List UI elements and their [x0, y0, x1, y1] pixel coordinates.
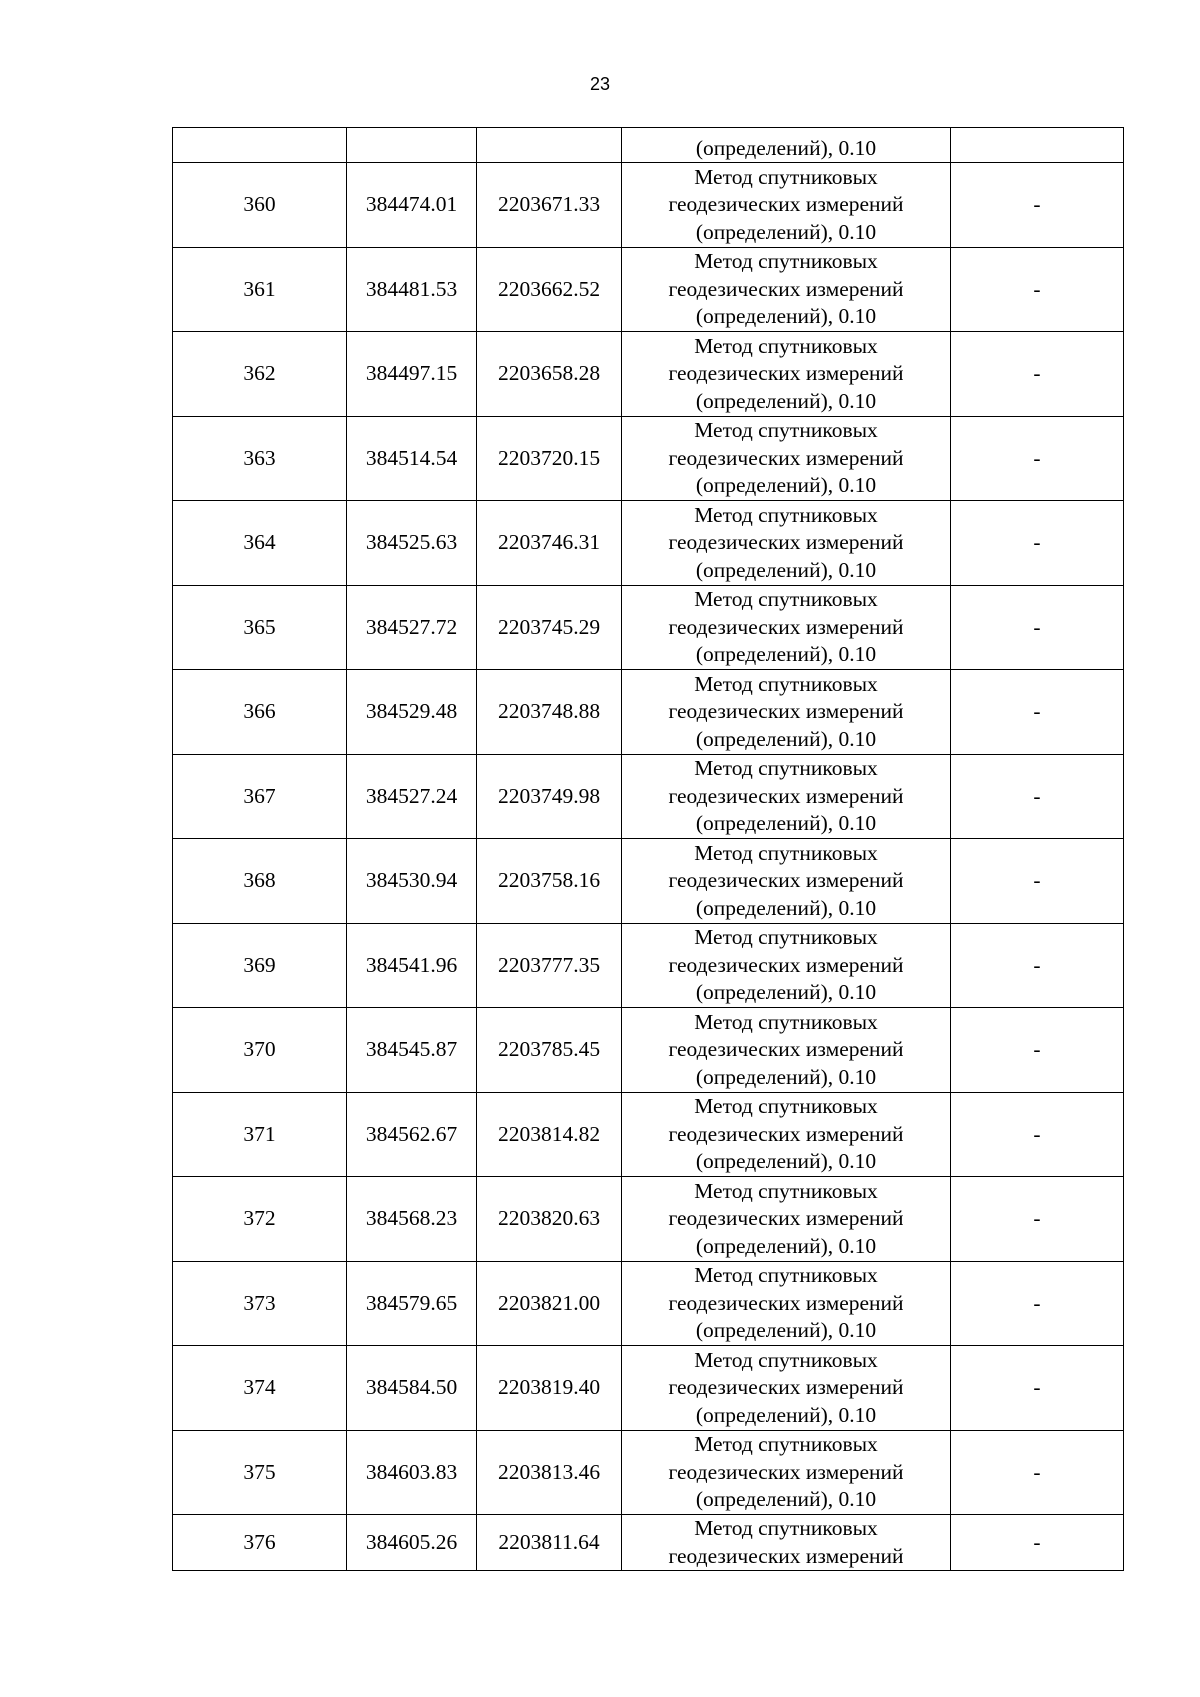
y-coordinate-cell: 2203811.64 — [477, 1515, 622, 1571]
y-coordinate-cell: 2203821.00 — [477, 1261, 622, 1346]
method-line: Метод спутниковых — [694, 925, 878, 949]
x-coordinate-cell: 384525.63 — [347, 501, 477, 586]
point-number-cell: 362 — [173, 332, 347, 417]
method-cell — [622, 585, 951, 670]
y-coordinate-cell: 2203662.52 — [477, 247, 622, 332]
point-number-cell: 363 — [173, 416, 347, 501]
method-line: Метод спутниковых — [694, 1347, 878, 1372]
note-cell: - — [951, 670, 1124, 755]
method-line: геодезических измерений — [668, 952, 904, 977]
x-coordinate-cell: 384541.96 — [347, 923, 477, 1008]
page-number: 23 — [589, 74, 611, 94]
x-coordinate-cell: 384605.26 — [347, 1515, 477, 1571]
coordinates-table-body — [173, 128, 1124, 1571]
note-cell: - — [951, 1092, 1124, 1177]
method-line: геодезических измерений — [668, 1037, 904, 1061]
method-line: Метод спутниковых — [694, 1263, 878, 1287]
method-line: (определений), 0.10 — [695, 1149, 877, 1173]
method-line: геодезических измерений — [668, 1459, 904, 1484]
method-line: геодезических измерений — [668, 1121, 904, 1146]
y-coordinate-cell: 2203813.46 — [477, 1430, 622, 1515]
method-line: Метод спутниковых — [694, 587, 878, 611]
x-coordinate-cell: 384514.54 — [347, 416, 477, 501]
y-coordinate-cell — [477, 128, 622, 163]
note-cell: - — [951, 754, 1124, 839]
method-cell — [622, 839, 951, 924]
x-coordinate-cell: 384562.67 — [347, 1092, 477, 1177]
note-cell: - — [951, 1008, 1124, 1093]
note-cell: - — [951, 501, 1124, 586]
method-cell — [622, 1346, 951, 1431]
method-line: (определений), 0.10 — [695, 135, 877, 160]
table-row — [173, 1515, 1124, 1571]
method-line: (определений), 0.10 — [695, 1233, 877, 1258]
note-cell: - — [951, 416, 1124, 501]
y-coordinate-cell: 2203819.40 — [477, 1346, 622, 1431]
method-line: геодезических измерений — [668, 276, 904, 301]
point-number-cell: 364 — [173, 501, 347, 586]
note-cell: - — [951, 332, 1124, 417]
method-line: (определений), 0.10 — [695, 473, 877, 497]
method-line: (определений), 0.10 — [695, 557, 877, 582]
method-line: Метод спутниковых — [694, 249, 878, 273]
point-number-cell: 366 — [173, 670, 347, 755]
y-coordinate-cell: 2203814.82 — [477, 1092, 622, 1177]
y-coordinate-cell: 2203671.33 — [477, 163, 622, 248]
method-line: Метод спутниковых — [694, 333, 878, 358]
point-number-cell: 376 — [173, 1515, 347, 1571]
note-cell: - — [951, 923, 1124, 1008]
method-line: Метод спутниковых — [694, 164, 878, 189]
note-cell: - — [951, 585, 1124, 670]
point-number-cell: 361 — [173, 247, 347, 332]
note-cell — [951, 128, 1124, 163]
y-coordinate-cell: 2203820.63 — [477, 1177, 622, 1262]
method-cell — [622, 670, 951, 755]
point-number-cell: 368 — [173, 839, 347, 924]
table-row — [173, 754, 1124, 839]
method-line: (определений), 0.10 — [695, 304, 877, 328]
method-line: Метод спутниковых — [694, 756, 878, 780]
method-cell — [622, 1177, 951, 1262]
method-line: геодезических измерений — [668, 783, 904, 808]
method-line: (определений), 0.10 — [695, 642, 877, 666]
method-line: (определений), 0.10 — [695, 726, 877, 751]
table-row — [173, 923, 1124, 1008]
table-row — [173, 670, 1124, 755]
method-cell — [622, 1515, 951, 1571]
table-row — [173, 1430, 1124, 1515]
method-line: (определений), 0.10 — [695, 1064, 877, 1089]
table-row — [173, 1177, 1124, 1262]
method-line: (определений), 0.10 — [695, 388, 877, 413]
note-cell: - — [951, 1261, 1124, 1346]
method-line: (определений), 0.10 — [695, 219, 877, 244]
table-row — [173, 1092, 1124, 1177]
table-row — [173, 163, 1124, 248]
y-coordinate-cell: 2203785.45 — [477, 1008, 622, 1093]
method-line: Метод спутниковых — [694, 418, 878, 442]
table-row-continuation — [173, 128, 1124, 163]
x-coordinate-cell: 384603.83 — [347, 1430, 477, 1515]
method-line: Метод спутниковых — [694, 840, 878, 865]
method-line: (определений), 0.10 — [695, 980, 877, 1004]
note-cell: - — [951, 1515, 1124, 1571]
method-cell — [622, 1261, 951, 1346]
point-number-cell: 367 — [173, 754, 347, 839]
x-coordinate-cell: 384474.01 — [347, 163, 477, 248]
table-row — [173, 1261, 1124, 1346]
note-cell: - — [951, 1177, 1124, 1262]
point-number-cell: 360 — [173, 163, 347, 248]
point-number-cell: 369 — [173, 923, 347, 1008]
method-line: (определений), 0.10 — [695, 1318, 877, 1342]
method-line: геодезических измерений — [668, 1543, 904, 1568]
point-number-cell: 365 — [173, 585, 347, 670]
note-cell: - — [951, 1430, 1124, 1515]
y-coordinate-cell: 2203777.35 — [477, 923, 622, 1008]
note-cell: - — [951, 247, 1124, 332]
method-line: геодезических измерений — [668, 361, 904, 385]
point-number-cell: 371 — [173, 1092, 347, 1177]
note-cell: - — [951, 1346, 1124, 1431]
method-cell — [622, 247, 951, 332]
method-cell — [622, 1008, 951, 1093]
method-line: геодезических измерений — [668, 530, 904, 554]
x-coordinate-cell: 384527.72 — [347, 585, 477, 670]
table-row — [173, 332, 1124, 417]
method-line: Метод спутниковых — [694, 1009, 878, 1034]
method-cell — [622, 754, 951, 839]
y-coordinate-cell: 2203758.16 — [477, 839, 622, 924]
x-coordinate-cell: 384545.87 — [347, 1008, 477, 1093]
note-cell: - — [951, 839, 1124, 924]
method-cell — [622, 1430, 951, 1515]
table-row — [173, 839, 1124, 924]
y-coordinate-cell: 2203658.28 — [477, 332, 622, 417]
point-number-cell: 374 — [173, 1346, 347, 1431]
x-coordinate-cell: 384527.24 — [347, 754, 477, 839]
method-line: (определений), 0.10 — [695, 895, 877, 920]
method-line: геодезических измерений — [668, 1290, 904, 1315]
point-number-cell: 372 — [173, 1177, 347, 1262]
method-line: геодезических измерений — [668, 1206, 904, 1230]
method-cell — [622, 332, 951, 417]
table-row — [173, 585, 1124, 670]
method-line: (определений), 0.10 — [695, 811, 877, 835]
y-coordinate-cell: 2203720.15 — [477, 416, 622, 501]
table-row — [173, 1346, 1124, 1431]
method-cell — [622, 163, 951, 248]
method-line: геодезических измерений — [668, 699, 904, 723]
method-line: геодезических измерений — [668, 614, 904, 639]
method-line: геодезических измерений — [668, 445, 904, 470]
method-line: Метод спутниковых — [694, 1516, 878, 1540]
method-cell — [622, 128, 951, 163]
method-line: (определений), 0.10 — [695, 1402, 877, 1427]
method-cell — [622, 501, 951, 586]
method-cell — [622, 1092, 951, 1177]
method-line: Метод спутниковых — [694, 1094, 878, 1118]
method-line: геодезических измерений — [668, 868, 904, 892]
x-coordinate-cell: 384579.65 — [347, 1261, 477, 1346]
method-line: геодезических измерений — [668, 1375, 904, 1399]
y-coordinate-cell: 2203748.88 — [477, 670, 622, 755]
method-cell — [622, 416, 951, 501]
x-coordinate-cell: 384530.94 — [347, 839, 477, 924]
method-line: Метод спутниковых — [694, 671, 878, 696]
method-line: Метод спутниковых — [694, 1432, 878, 1456]
coordinates-table — [172, 127, 1124, 1571]
point-number-cell — [173, 128, 347, 163]
method-cell — [622, 923, 951, 1008]
y-coordinate-cell: 2203745.29 — [477, 585, 622, 670]
y-coordinate-cell: 2203746.31 — [477, 501, 622, 586]
x-coordinate-cell: 384497.15 — [347, 332, 477, 417]
x-coordinate-cell: 384584.50 — [347, 1346, 477, 1431]
table-row — [173, 247, 1124, 332]
method-line: геодезических измерений — [668, 192, 904, 216]
table-row — [173, 501, 1124, 586]
point-number-cell: 373 — [173, 1261, 347, 1346]
point-number-cell: 370 — [173, 1008, 347, 1093]
point-number-cell: 375 — [173, 1430, 347, 1515]
y-coordinate-cell: 2203749.98 — [477, 754, 622, 839]
method-line: (определений), 0.10 — [695, 1487, 877, 1511]
note-cell: - — [951, 163, 1124, 248]
x-coordinate-cell: 384481.53 — [347, 247, 477, 332]
method-line: Метод спутниковых — [694, 1178, 878, 1203]
x-coordinate-cell — [347, 128, 477, 163]
table-row — [173, 416, 1124, 501]
x-coordinate-cell: 384568.23 — [347, 1177, 477, 1262]
method-line: Метод спутниковых — [694, 502, 878, 527]
x-coordinate-cell: 384529.48 — [347, 670, 477, 755]
table-row — [173, 1008, 1124, 1093]
